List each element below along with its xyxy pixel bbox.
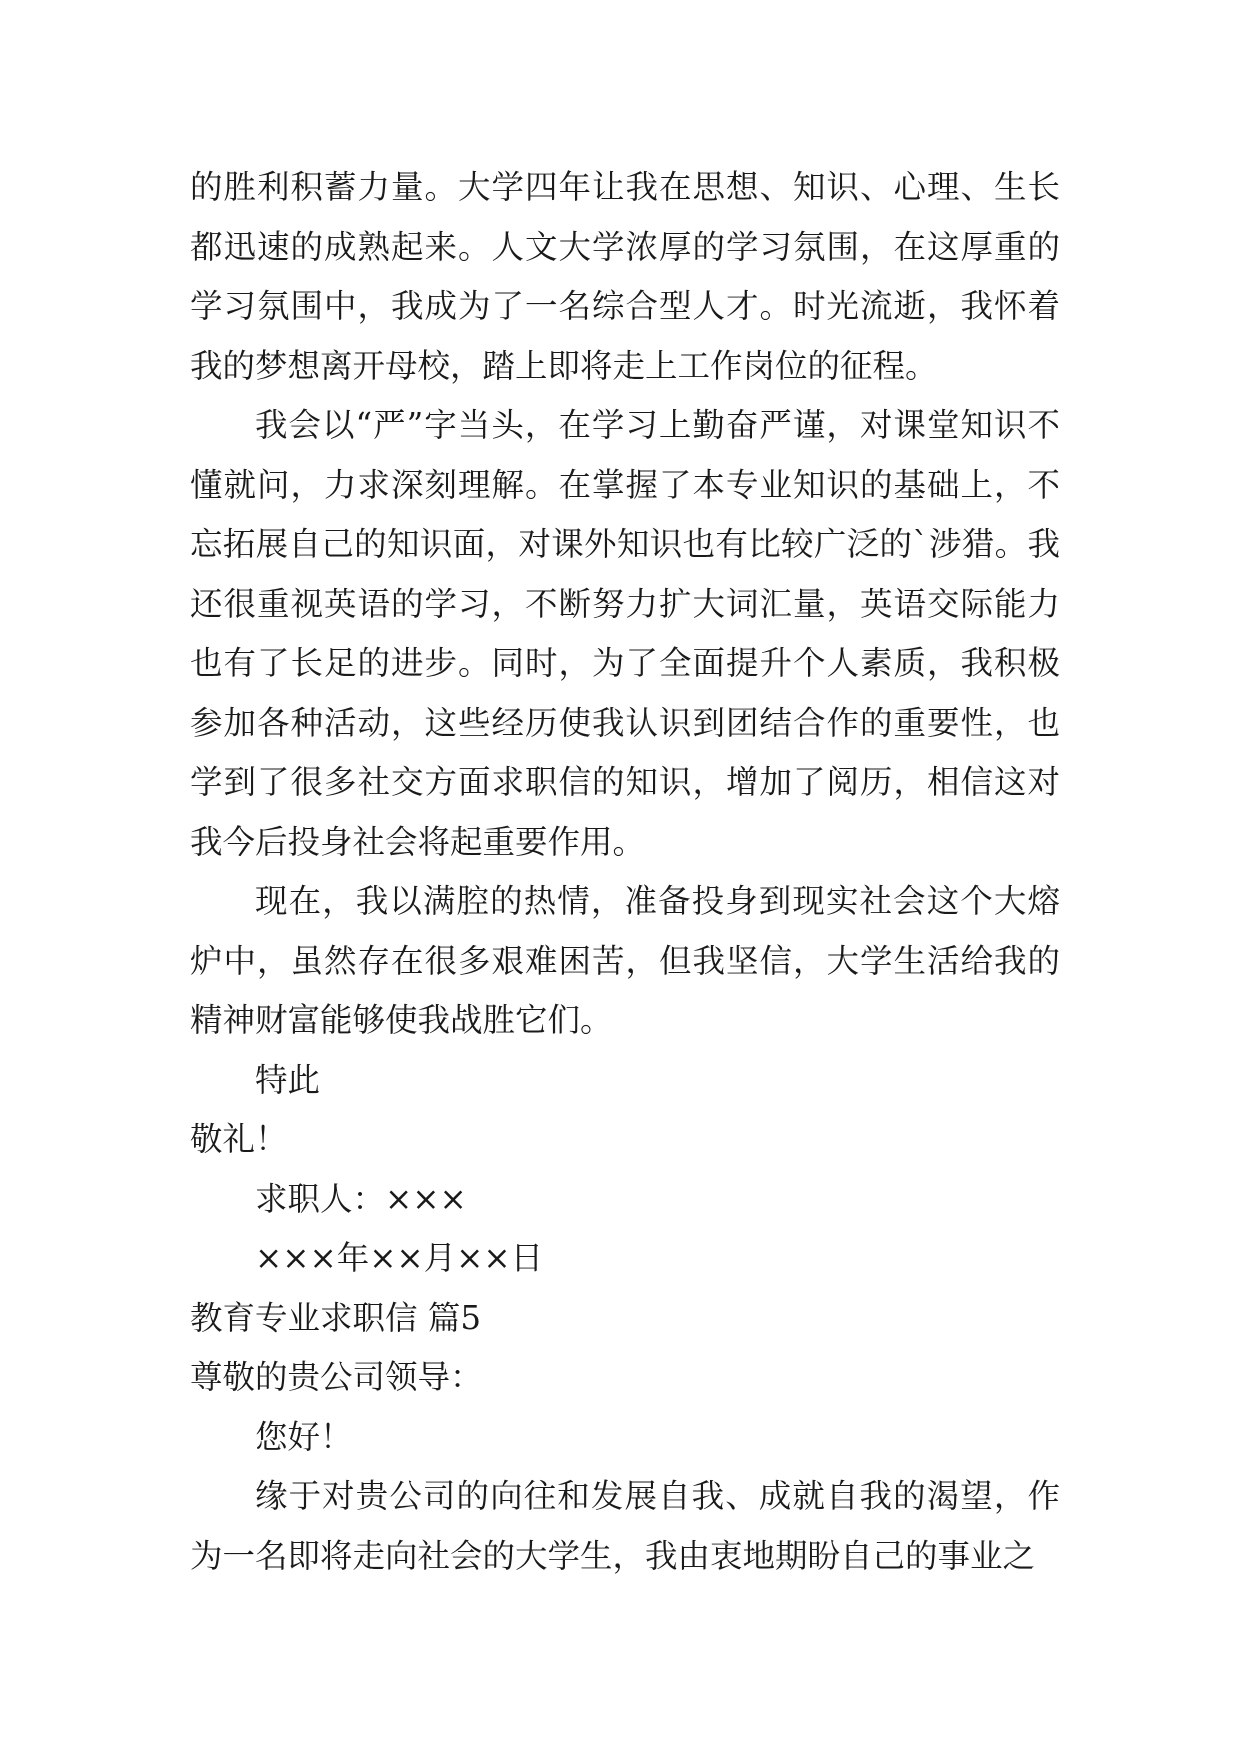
paragraph-study-attitude: 我会以“严”字当头，在学习上勤奋严谨，对课堂知识不懂就问，力求深刻理解。在掌握了本专业知识的基础上，不忘拓展自己的知识面，对课外知识也有比较广泛的`涉猎。我还很重视英语的学习，不断努力扩大词汇量，英语交际能力也有了长足的进步。同时，为了全面提升个人素质，我积极参加各种活动，这些经历使我认识到团结合作的重要性，也学到了很多社交方面求职信的知识，增加了阅历，相信这对我今后投身社会将起重要作用。: [190, 406, 1060, 861]
letter-hello: 您好！: [255, 1417, 353, 1456]
closing-phrase: 特此: [255, 1060, 321, 1099]
signature-date: ×××年××月××日: [255, 1239, 544, 1277]
document-body: [190, 158, 1060, 1586]
paragraph-enthusiasm: 现在，我以满腔的热情，准备投身到现实社会这个大熔炉中，虽然存在很多艰难困苦，但我坚信，大学生活给我的精神财富能够使我战胜它们。: [190, 882, 1060, 1039]
paragraph-university-growth: 的胜利积蓄力量。大学四年让我在思想、知识、心理、生长都迅速的成熟起来。人文大学浓厚的学习氛围，在这厚重的学习氛围中，我成为了一名综合型人才。时光流逝，我怀着我的梦想离开母校，踏上即将走上工作岗位的征程。: [190, 168, 1060, 385]
letter-greeting-recipient: 尊敬的贵公司领导：: [190, 1358, 483, 1396]
section-title: 教育专业求职信 篇5: [190, 1298, 482, 1337]
signature-applicant: 求职人：×××: [255, 1179, 467, 1218]
paragraph-motivation: 缘于对贵公司的向往和发展自我、成就自我的渴望，作为一名即将走向社会的大学生，我由衷地期盼自己的事业之: [190, 1477, 1060, 1575]
salutation-closing: 敬礼！: [190, 1120, 288, 1158]
